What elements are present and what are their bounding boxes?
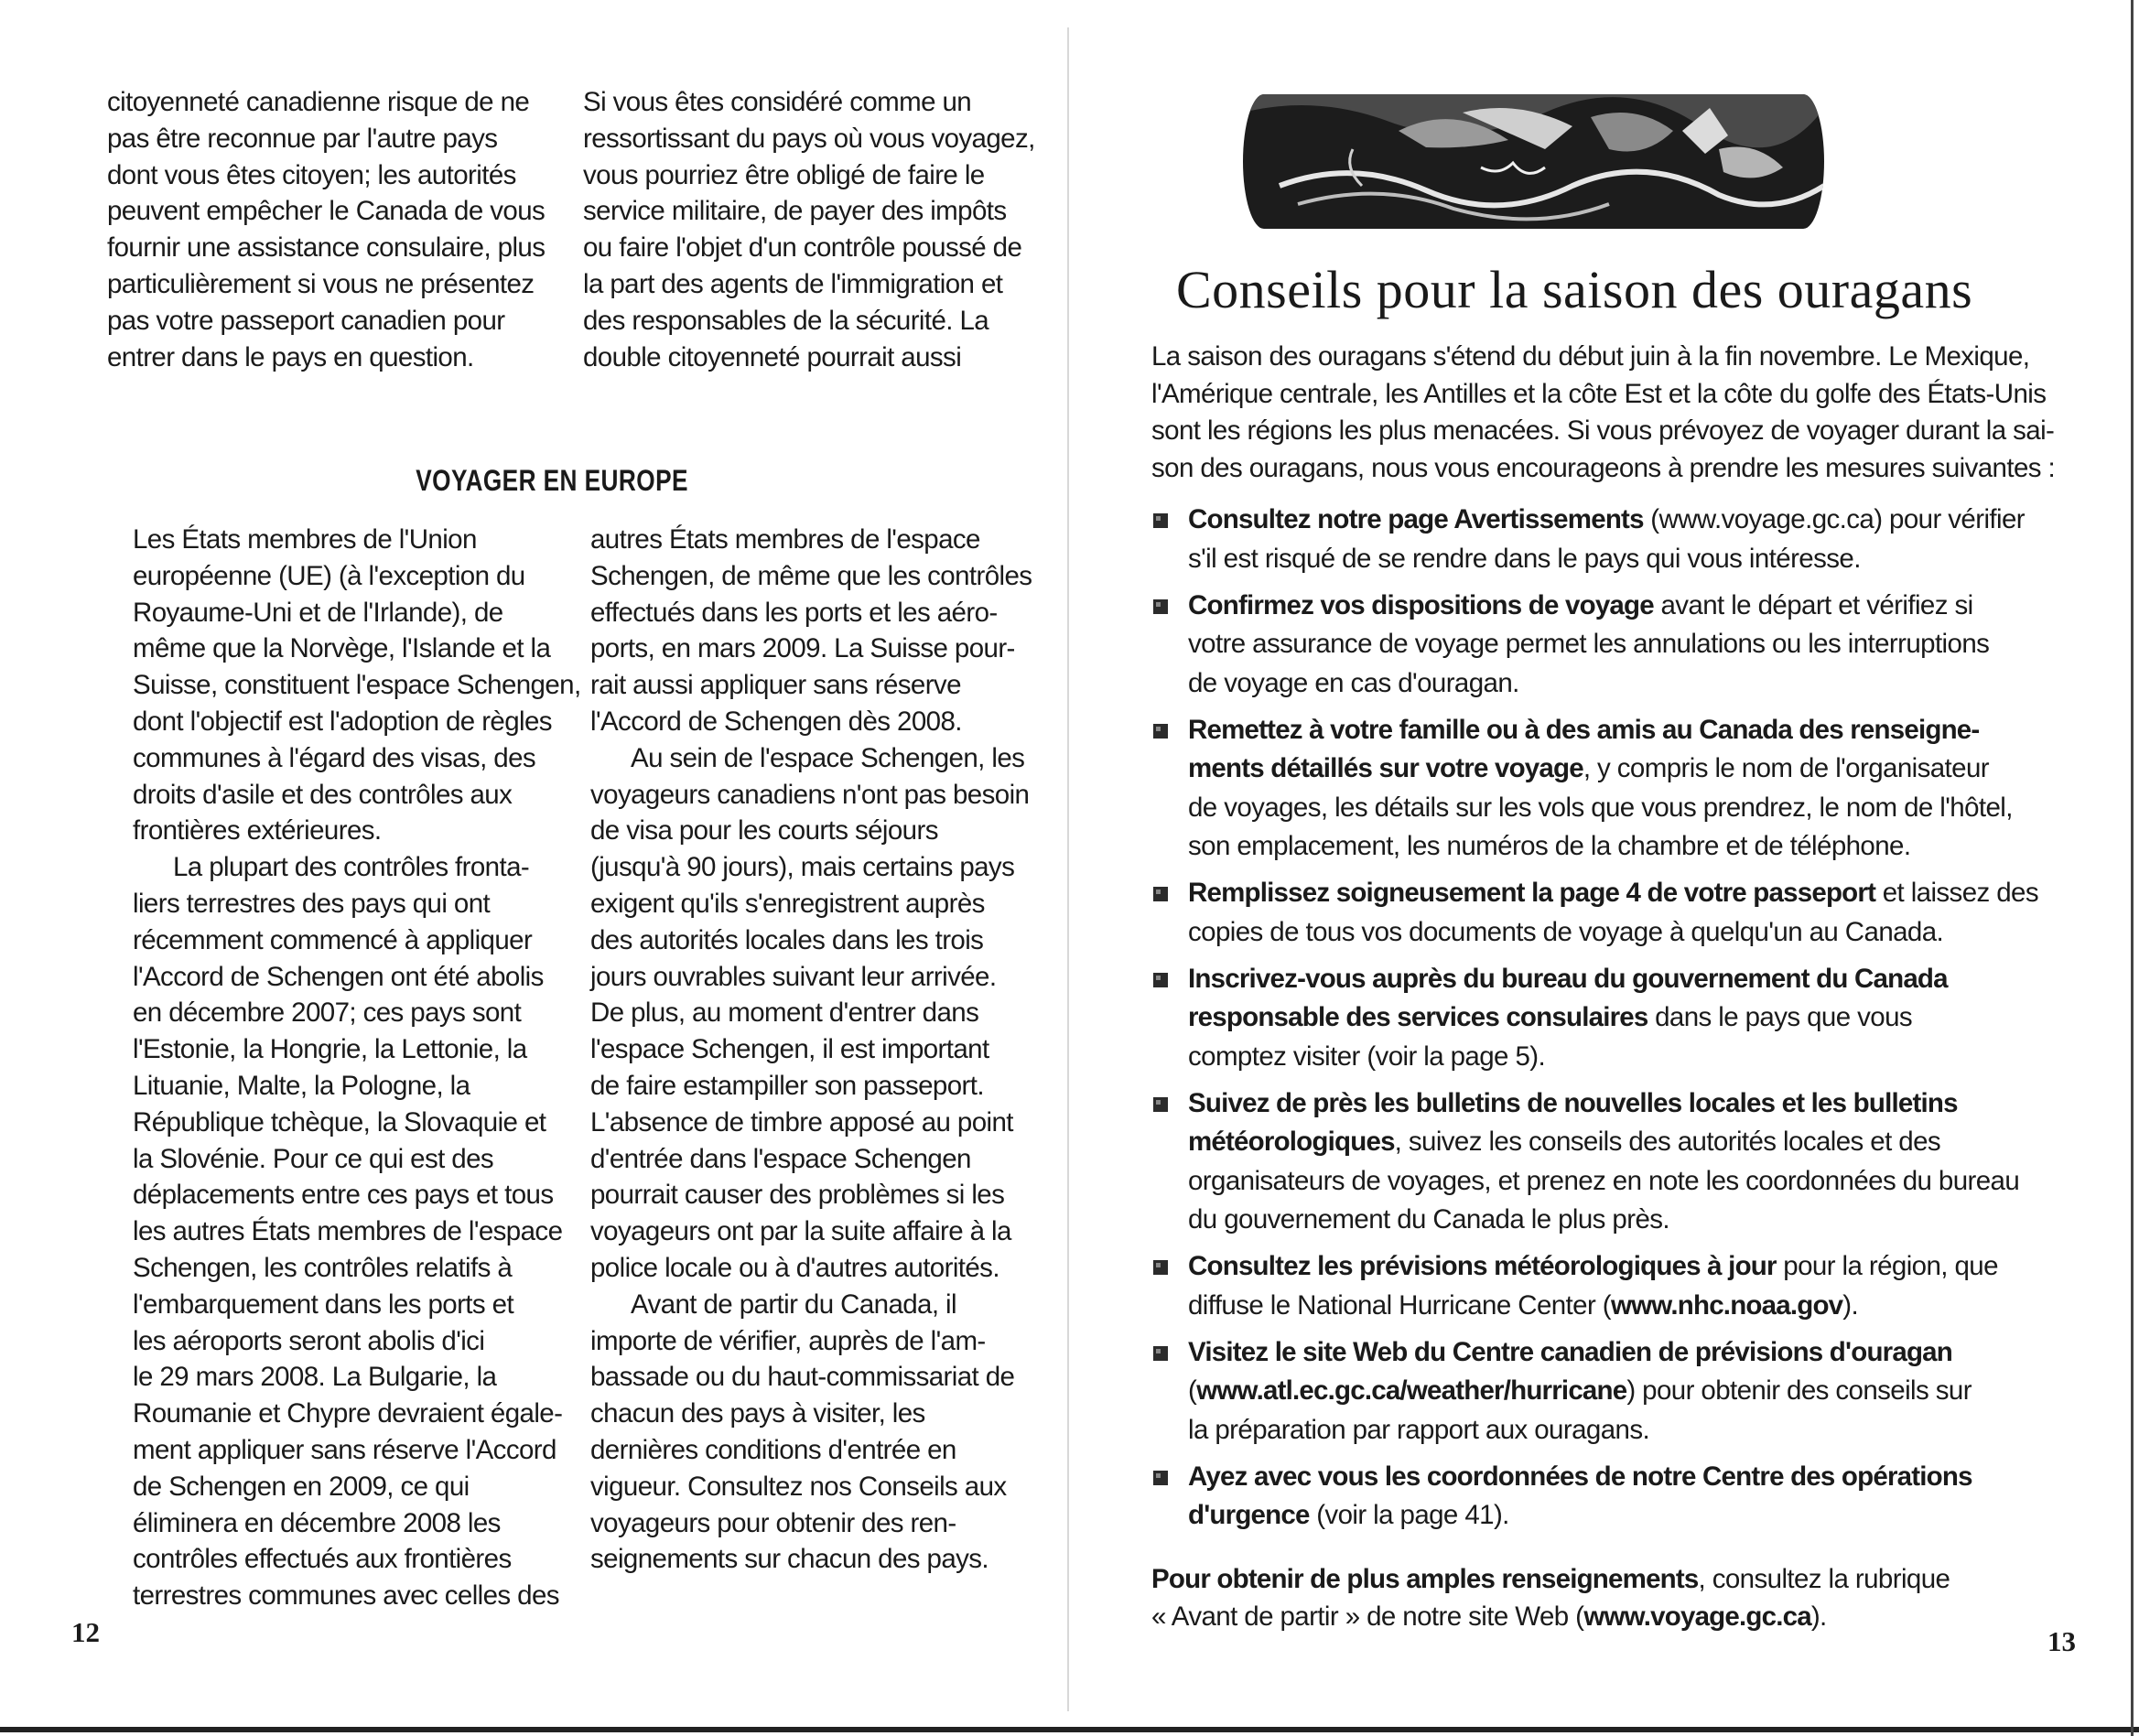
list-item: Suivez de près les bulletins de nouvelles locales et les bulletins météorologiques, suivez les conseils des autorités locales et des organisateurs de voyages, et prenez en note les coordonnées du bureau du gouvernement du Canada le plus près. [1153,1084,2087,1240]
text-line: les autres États membres de l'espace [133,1216,563,1247]
text-line: liers terrestres des pays qui ont [133,888,491,919]
text-line: Les États membres de l'Union [133,524,477,555]
text-line: République tchèque, la Slovaquie et [133,1106,546,1138]
text-line: de Schengen en 2009, ce qui [133,1471,470,1502]
section-title: VOYAGER EN EUROPE [416,464,688,497]
list-item: Remplissez soigneusement la page 4 de votre passeport et laissez des copies de tous vos documents de voyage à quelqu'un au Canada. [1153,874,2087,952]
bullet-square-icon [1153,1346,1168,1361]
text-line: ou faire l'objet d'un contrôle poussé de [583,232,1022,264]
list-item: Inscrivez-vous auprès du bureau du gouvernement du Canada responsable des services consulaires dans le pays que vous comptez visiter (voir la page 5). [1153,960,2087,1077]
text-line: citoyenneté canadienne risque de ne [107,87,530,117]
text-line: en décembre 2007; ces pays sont [133,997,522,1029]
left-top-column-1 [107,84,565,375]
text-line: particulièrement si vous ne présentez [107,268,535,299]
list-item: Consultez les prévisions météorologiques à jour pour la région, que diffuse le National Hurricane Center (www.nhc.noaa.gov). [1153,1247,2087,1325]
text-line: voyageurs canadiens n'ont pas besoin [590,779,1030,810]
text-line: exigent qu'ils s'enregistrent auprès [590,888,985,919]
europe-column-1 [133,522,581,1614]
list-item: Remettez à votre famille ou à des amis au Canada des renseigne- ments détaillés sur votre voyage, y compris le nom de l'organisateur de voyages, les détails sur les vols que vous prendrez, le nom de l'hôtel, son emplacement, les numéros de la chambre et de téléphone. [1153,711,2087,867]
text-line: jours ouvrables suivant leur arrivée. [590,961,997,992]
text-line: De plus, au moment d'entrer dans [590,997,979,1029]
list-item: Visitez le site Web du Centre canadien de prévisions d'ouragan (www.atl.ec.gc.ca/weather/hurricane) pour obtenir des conseils sur la préparation par rapport aux ouragans. [1153,1333,2087,1450]
text-line: les aéroports seront abolis d'ici [133,1325,485,1356]
text-line: seignements sur chacun des pays. [590,1544,989,1575]
bullet-square-icon [1153,887,1168,901]
page-number-right: 13 [2047,1625,2076,1657]
text-line: éliminera en décembre 2008 les [133,1507,501,1538]
text-line: sont les régions les plus menacées. Si vous prévoyez de voyager durant la sai- [1151,415,2055,446]
list-item: Confirmez vos dispositions de voyage avant le départ et vérifiez si votre assurance de voyage permet les annulations ou les interruptions de voyage en cas d'ouragan. [1153,587,2087,704]
page-bottom-edge [0,1727,2139,1732]
list-item: Ayez avec vous les coordonnées de notre Centre des opérations d'urgence (voir la page 41). [1153,1458,2087,1536]
storm-illustration-icon [1243,94,1824,229]
europe-column-2 [590,522,1030,1578]
text-line: Schengen, les contrôles relatifs à [133,1252,513,1283]
text-line: dernières conditions d'entrée en [590,1434,956,1465]
text-line: entrer dans le pays en question. [107,341,474,372]
text-line: (jusqu'à 90 jours), mais certains pays [590,852,1015,883]
text-line: autres États membres de l'espace [590,524,980,555]
text-line: récemment commencé à appliquer [133,924,533,955]
bullet-square-icon [1153,1097,1168,1112]
text-line: pourrait causer des problèmes si les [590,1180,1005,1211]
list-item: Consultez notre page Avertissements (www.voyage.gc.ca) pour vérifier s'il est risqué de se rendre dans le pays qui vous intéresse. [1153,501,2087,578]
text-line: peuvent empêcher le Canada de vous [107,196,546,227]
text-line: chacun des pays à visiter, les [590,1398,925,1429]
text-line: La plupart des contrôles fronta- [173,852,530,883]
text-line: la Slovénie. Pour ce qui est des [133,1143,494,1174]
text-line: importe de vérifier, auprès de l'am- [590,1325,986,1356]
footer-note: Pour obtenir de plus amples renseignements, consultez la rubrique « Avant de partir » de notre site Web (www.voyage.gc.ca). [1151,1564,1950,1632]
left-top-column-2 [583,84,1041,375]
text-line: Roumanie et Chypre devraient égale- [133,1398,563,1429]
text-line: police locale ou à d'autres autorités. [590,1252,999,1283]
text-line: droits d'asile et des contrôles aux [133,779,513,810]
text-line: même que la Norvège, l'Islande et la [133,633,551,664]
text-line: rait aussi appliquer sans réserve [590,670,961,701]
hurricane-tips-list [1153,501,2087,1543]
text-line: communes à l'égard des visas, des [133,742,536,773]
text-line: voyageurs ont par la suite affaire à la [590,1216,1011,1247]
text-line: double citoyenneté pourrait aussi [583,341,962,372]
text-line: déplacements entre ces pays et tous [133,1180,554,1211]
page-right-edge [2131,0,2134,1736]
text-line: le 29 mars 2008. La Bulgarie, la [133,1362,497,1393]
text-line: ment appliquer sans réserve l'Accord [133,1434,556,1465]
text-line: bassade ou du haut-commissariat de [590,1362,1015,1393]
hurricane-illustration [1243,94,1824,229]
text-line: Royaume-Uni et de l'Irlande), de [133,597,503,628]
text-line: effectués dans les ports et les aéro- [590,597,998,628]
text-line: européenne (UE) (à l'exception du [133,560,525,591]
text-line: la part des agents de l'immigration et [583,268,1003,299]
text-line: L'absence de timbre apposé au point [590,1106,1013,1138]
text-line: l'espace Schengen, il est important [590,1034,989,1065]
text-line: frontières extérieures. [133,815,382,846]
text-line: l'Accord de Schengen dès 2008. [590,706,962,737]
bullet-square-icon [1153,724,1168,739]
text-line: pas votre passeport canadien pour [107,305,505,336]
text-line: Schengen, de même que les contrôles [590,560,1032,591]
text-line: fournir une assistance consulaire, plus [107,232,546,264]
text-line: de faire estampiller son passeport. [590,1070,984,1101]
text-line: Lituanie, Malte, la Pologne, la [133,1070,470,1101]
bullet-square-icon [1153,1260,1168,1275]
text-line: des autorités locales dans les trois [590,924,984,955]
text-line: vous pourriez être obligé de faire le [583,159,985,190]
text-line: Si vous êtes considéré comme un [583,87,972,117]
bullet-square-icon [1153,973,1168,987]
text-line: pas être reconnue par l'autre pays [107,123,498,154]
text-line: des responsables de la sécurité. La [583,305,989,336]
text-line: l'embarquement dans les ports et [133,1289,514,1320]
bullet-square-icon [1153,599,1168,614]
text-line: son des ouragans, nous vous encourageons à prendre les mesures suivantes : [1151,452,2056,483]
text-line: terrestres communes avec celles des [133,1580,559,1612]
text-line: l'Amérique centrale, les Antilles et la côte Est et la côte du golfe des États-Unis [1151,378,2047,409]
text-line: ports, en mars 2009. La Suisse pour- [590,633,1015,664]
text-line: de visa pour les courts séjours [590,815,938,846]
text-line: vigueur. Consultez nos Conseils aux [590,1471,1007,1502]
text-line: Suisse, constituent l'espace Schengen, [133,670,581,701]
text-line: contrôles effectués aux frontières [133,1544,512,1575]
bullet-square-icon [1153,513,1168,528]
page-heading: Conseils pour la saison des ouragans [1176,260,1973,319]
text-line: Avant de partir du Canada, il [631,1289,956,1320]
bullet-square-icon [1153,1471,1168,1485]
text-line: d'entrée dans l'espace Schengen [590,1143,971,1174]
text-line: l'Accord de Schengen ont été abolis [133,961,544,992]
text-line: l'Estonie, la Hongrie, la Lettonie, la [133,1034,527,1065]
text-line: dont l'objectif est l'adoption de règles [133,706,552,737]
text-line: Au sein de l'espace Schengen, les [631,742,1025,773]
book-spine [1067,27,1069,1711]
page-number-left: 12 [71,1616,100,1648]
text-line: dont vous êtes citoyen; les autorités [107,159,516,190]
text-line: voyageurs pour obtenir des ren- [590,1507,956,1538]
intro-paragraph [1151,339,2085,487]
text-line: service militaire, de payer des impôts [583,196,1007,227]
text-line: La saison des ouragans s'étend du début juin à la fin novembre. Le Mexique, [1151,341,2030,372]
text-line: ressortissant du pays où vous voyagez, [583,123,1035,154]
